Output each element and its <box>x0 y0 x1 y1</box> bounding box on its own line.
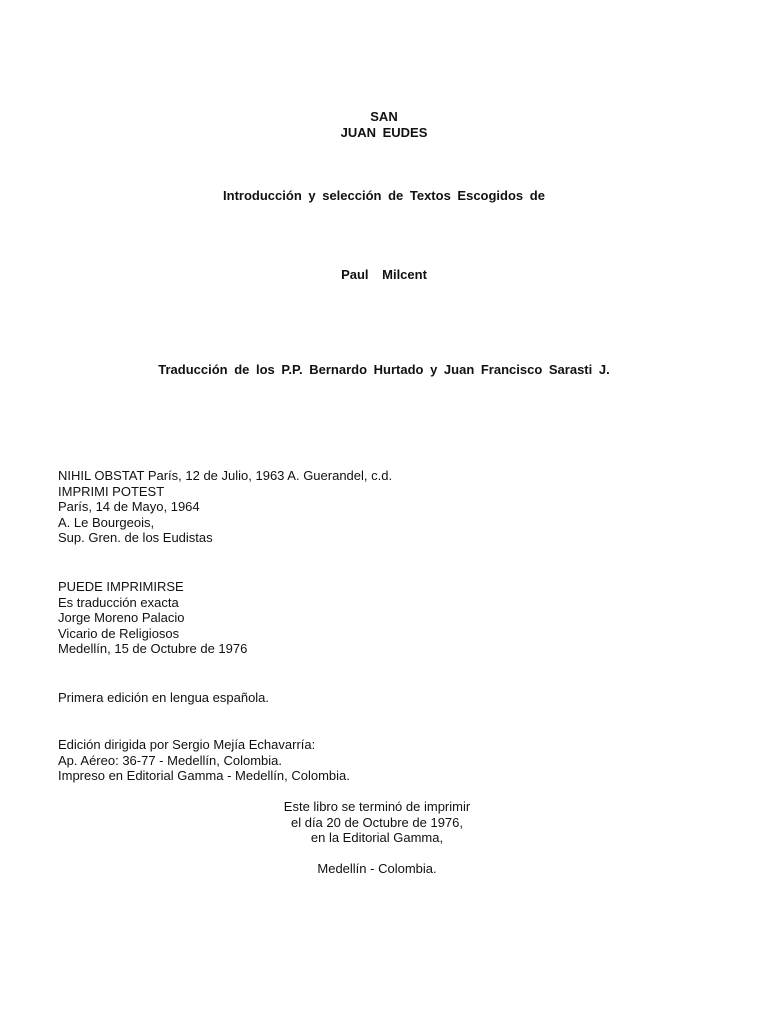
colophon-line: el día 20 de Octubre de 1976, <box>290 814 463 830</box>
edition-note <box>58 690 269 706</box>
imprimatur-line: Vicario de Religiosos <box>58 625 180 641</box>
imprimatur-line: Jorge Moreno Palacio <box>58 610 185 626</box>
imprimatur-block <box>58 579 247 657</box>
title-line-2: JUAN EUDES <box>340 125 428 140</box>
publisher-line: Impreso en Editorial Gamma - Medellín, Colombia. <box>58 768 350 784</box>
nihil-obstat-line: NIHIL OBSTAT París, 12 de Julio, 1963 A. Guerandel, c.d. <box>58 468 393 483</box>
nihil-obstat-line: IMPRIMI POTEST <box>58 483 165 499</box>
colophon-line: en la Editorial Gamma, <box>310 830 444 846</box>
nihil-obstat-block <box>58 468 392 546</box>
edition-line: Primera edición en lengua española. <box>58 690 270 705</box>
title-line-1: SAN <box>370 109 398 124</box>
intro-line: Introducción y selección de Textos Escogidos de <box>223 188 545 203</box>
nihil-obstat-line: París, 14 de Mayo, 1964 <box>58 499 200 515</box>
publisher-line: Edición dirigida por Sergio Mejía Echavarría: <box>58 737 316 752</box>
colophon-block <box>200 799 554 877</box>
imprimatur-line: Es traducción exacta <box>58 594 179 610</box>
imprimatur-line: Medellín, 15 de Octubre de 1976 <box>58 641 248 657</box>
nihil-obstat-line: Sup. Gren. de los Eudistas <box>58 530 213 546</box>
colophon-line: Medellín - Colombia. <box>317 861 437 877</box>
publisher-block <box>58 737 350 784</box>
imprimatur-line: PUEDE IMPRIMIRSE <box>58 579 184 594</box>
author-name: Paul Milcent <box>341 267 427 282</box>
translation-credit: Traducción de los P.P. Bernardo Hurtado y Juan Francisco Sarasti J. <box>158 362 610 377</box>
publisher-line: Ap. Aéreo: 36-77 - Medellín, Colombia. <box>58 752 283 768</box>
nihil-obstat-line: A. Le Bourgeois, <box>58 514 155 530</box>
colophon-line: Este libro se terminó de imprimir <box>283 799 471 814</box>
